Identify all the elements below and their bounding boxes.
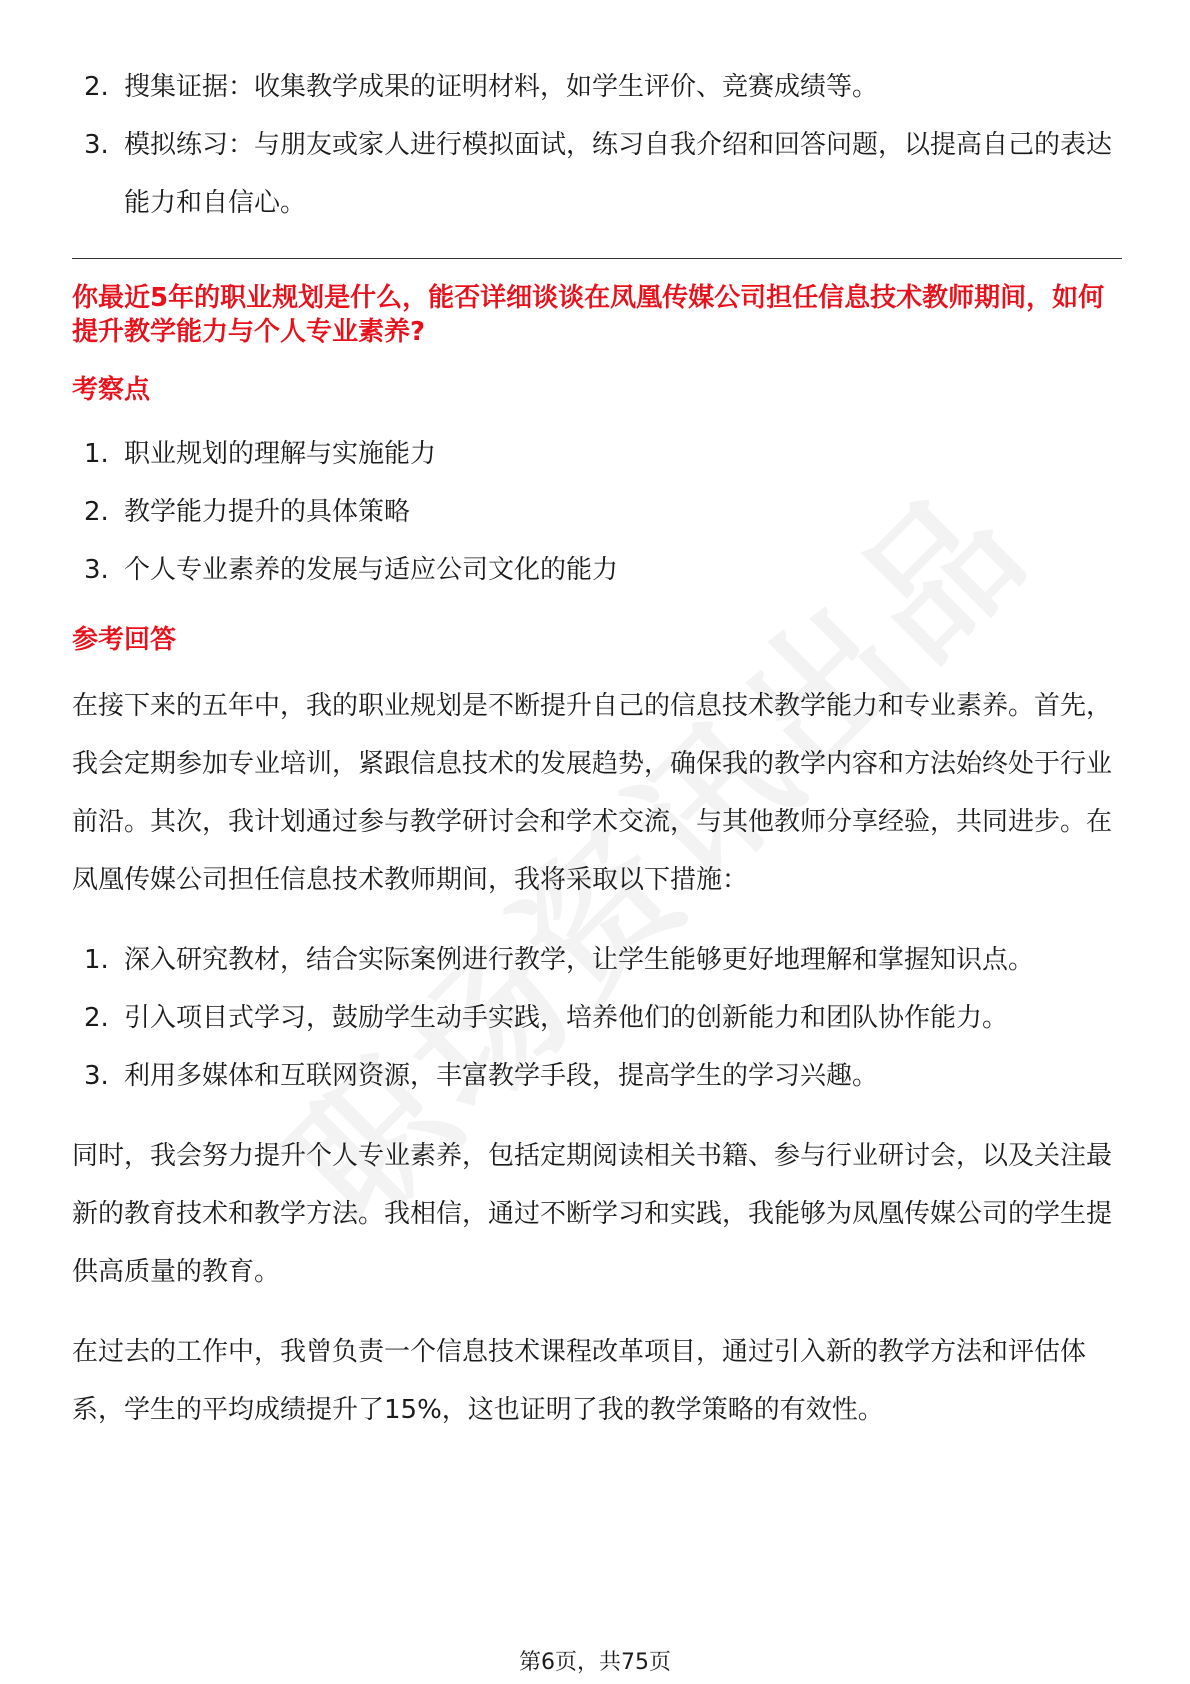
list-item-text: 引入项目式学习，鼓励学生动手实践，培养他们的创新能力和团队协作能力。 <box>124 1003 1009 1033</box>
section-divider <box>72 258 1122 259</box>
answer-paragraph: 在接下来的五年中，我的职业规划是不断提升自己的信息技术教学能力和专业素养。首先，我会定期参加专业培训，紧跟信息技术的发展趋势，确保我的教学内容和方法始终处于行业前沿。其次，我计划通过参与教学研讨会和学术交流，与其他教师分享经验，共同进步。在凤凰传媒公司担任信息技术教师期间，我将采取以下措施： <box>72 691 1113 895</box>
list-item <box>72 931 1122 989</box>
list-item-number: 1. <box>84 945 109 975</box>
list-item-number: 2. <box>84 1003 109 1033</box>
list-item-number: 3. <box>84 130 109 160</box>
list-item-text: 个人专业素养的发展与适应公司文化的能力 <box>124 555 619 585</box>
list-item-number: 3. <box>84 1061 109 1091</box>
list-item-text: 教学能力提升的具体策略 <box>124 497 411 527</box>
answer-paragraph: 在过去的工作中，我曾负责一个信息技术课程改革项目，通过引入新的教学方法和评估体系，学生的平均成绩提升了15%，这也证明了我的教学策略的有效性。 <box>72 1337 1087 1425</box>
measures-list <box>72 931 1122 1105</box>
list-item-text: 搜集证据：收集教学成果的证明材料，如学生评价、竞赛成绩等。 <box>124 72 879 102</box>
list-item <box>72 541 1122 599</box>
interview-question: 你最近5年的职业规划是什么，能否详细谈谈在凤凰传媒公司担任信息技术教师期间，如何提升教学能力与个人专业素养? <box>72 283 1105 347</box>
list-item <box>72 116 1122 232</box>
exam-points-list <box>72 425 1122 599</box>
list-item <box>72 483 1122 541</box>
list-item <box>72 1047 1122 1105</box>
list-item-text: 职业规划的理解与实施能力 <box>124 439 437 469</box>
page-number: 第6页，共75页 <box>519 1650 671 1675</box>
answer-heading: 参考回答 <box>72 625 177 655</box>
list-item-text: 利用多媒体和互联网资源，丰富教学手段，提高学生的学习兴趣。 <box>124 1061 879 1091</box>
list-item-text: 深入研究教材，结合实际案例进行教学，让学生能够更好地理解和掌握知识点。 <box>124 945 1035 975</box>
exam-points-heading: 考察点 <box>72 375 151 405</box>
list-item-number: 3. <box>84 555 109 585</box>
answer-paragraph: 同时，我会努力提升个人专业素养，包括定期阅读相关书籍、参与行业研讨会，以及关注最新的教育技术和教学方法。我相信，通过不断学习和实践，我能够为凤凰传媒公司的学生提供高质量的教育。 <box>72 1141 1113 1287</box>
list-item <box>72 989 1122 1047</box>
list-item-number: 2. <box>84 497 109 527</box>
list-item <box>72 425 1122 483</box>
page-content <box>72 58 1122 1439</box>
top-list <box>72 58 1122 232</box>
list-item <box>72 58 1122 116</box>
list-item-number: 1. <box>84 439 109 469</box>
list-item-number: 2. <box>84 72 109 102</box>
list-item-text: 模拟练习：与朋友或家人进行模拟面试，练习自我介绍和回答问题，以提高自己的表达能力和自信心。 <box>124 130 1113 218</box>
